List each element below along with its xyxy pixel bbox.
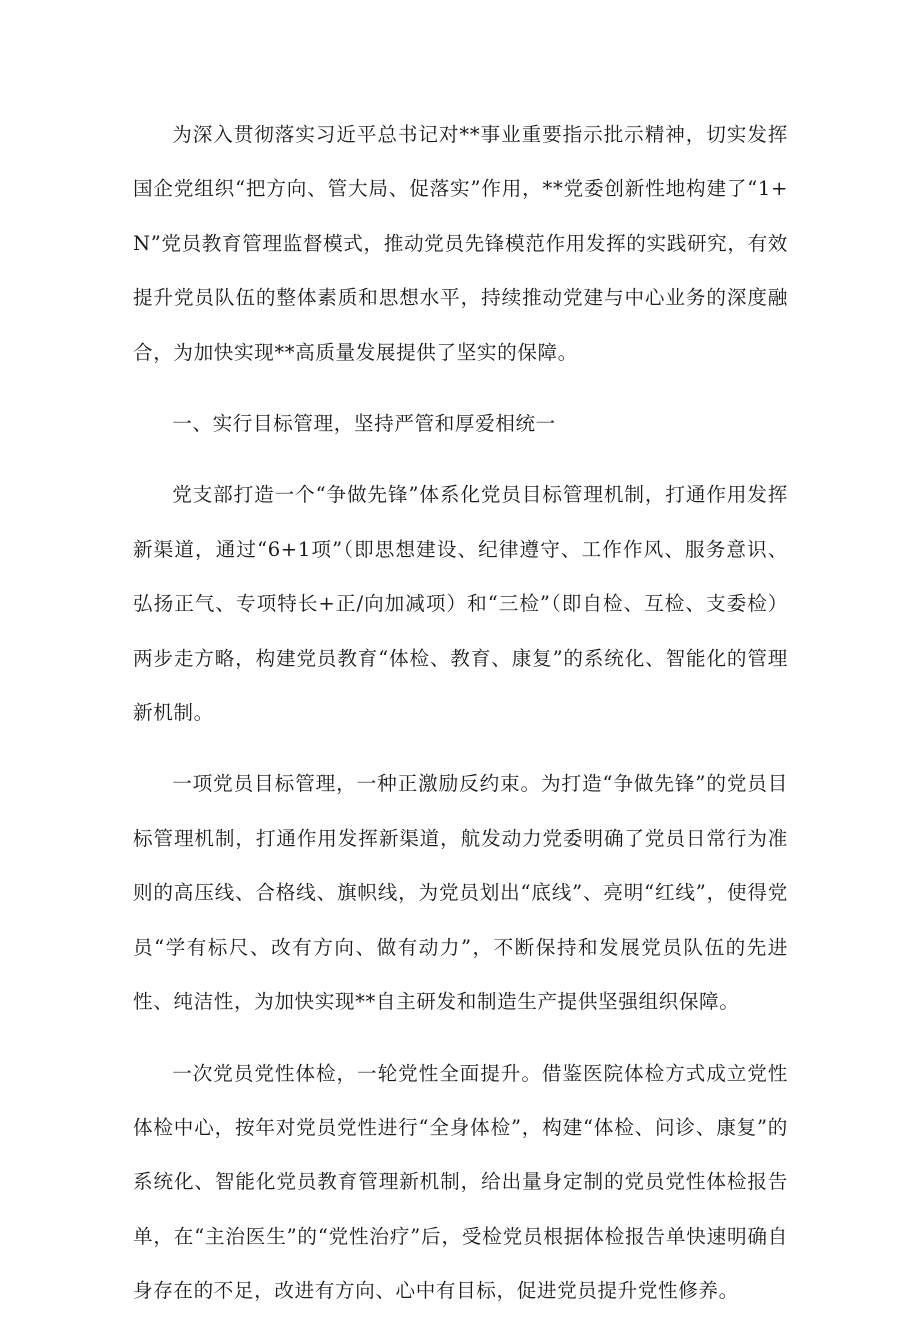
body-paragraph: 一项党员目标管理，一种正激励反约束。为打造“争做先锋”的党员目标管理机制，打通作用发挥新渠道，航发动力党委明确了党员日常行为准则的高压线、合格线、旗帜线，为党员划出“底线”、亮明“红线”，使得党员“学有标尺、改有方向、做有动力”，不断保持和发展党员队伍的先进性、纯洁性，为加快实现**自主研发和制造生产提供坚强组织保障。 xyxy=(133,772,788,1014)
body-paragraph: 党支部打造一个“争做先锋”体系化党员目标管理机制，打通作用发挥新渠道，通过“6+1项”（即思想建设、纪律遵守、工作作风、服务意识、弘扬正气、专项特长+正/向加减项）和“三检”（即自检、互检、支委检）两步走方略，构建党员教育“体检、教育、康复”的系统化、智能化的管理新机制。 xyxy=(133,483,788,725)
intro-paragraph: 为深入贯彻落实习近平总书记对**事业重要指示批示精神，切实发挥国企党组织“把方向、管大局、促落实”作用，**党委创新性地构建了“1+N”党员教育管理监督模式，推动党员先锋模范作用发挥的实践研究，有效提升党员队伍的整体素质和思想水平，持续推动党建与中心业务的深度融合，为加快实现**高质量发展提供了坚实的保障。 xyxy=(133,123,788,364)
body-paragraph: 一次党员党性体检，一轮党性全面提升。借鉴医院体检方式成立党性体检中心，按年对党员党性进行“全身体检”，构建“体检、问诊、康复”的系统化、智能化党员教育管理新机制，给出量身定制的党员党性体检报告单，在“主治医生”的“党性治疗”后，受检党员根据体检报告单快速明确自身存在的不足，改进有方向、心中有目标，促进党员提升党性修养。 xyxy=(133,1061,788,1303)
document-body xyxy=(133,108,788,1319)
section-heading: 一、实行目标管理，坚持严管和厚爱相统一 xyxy=(172,412,556,436)
